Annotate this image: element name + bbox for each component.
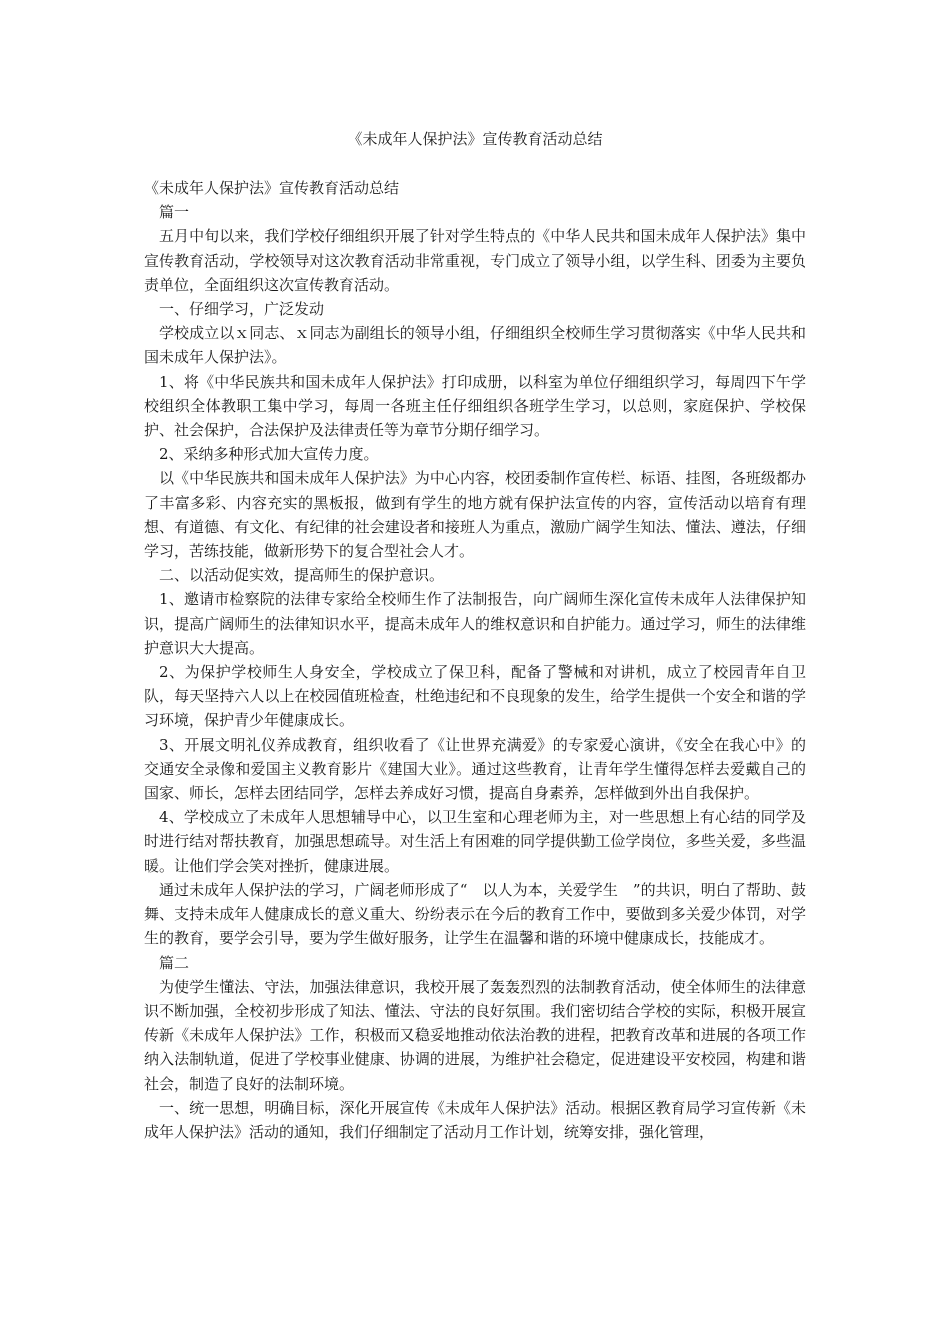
paragraph: 以《中华民族共和国未成年人保护法》为中心内容，校团委制作宣传栏、标语、挂图，各班级都办了丰富多彩、内容充实的黑板报，做到有学生的地方就有保护法宣传的内容，宣传活动以培育有理想、有道德、有文化、有纪律的社会建设者和接班人为重点，激励广阔学生知法、懂法、遵法，仔细学习，苦练技能，做新形势下的复合型社会人才。 bbox=[144, 469, 806, 561]
section-label-part-one: 篇一 bbox=[159, 203, 190, 222]
paragraph: 2、采纳多种形式加大宣传力度。 bbox=[159, 445, 379, 464]
paragraph: 学校成立以ｘ同志、ｘ同志为副组长的领导小组，仔细组织全校师生学习贯彻落实《中华人民共和国未成年人保护法》。 bbox=[144, 324, 806, 367]
paragraph: 3、开展文明礼仪养成教育，组织收看了《让世界充满爱》的专家爱心演讲，《安全在我心中》的交通安全录像和爱国主义教育影片《建国大业》。通过这些教育，让青年学生懂得怎样去爱戴自己的国家、师长，怎样去团结同学，怎样去养成好习惯，提高自身素养，怎样做到外出自我保护。 bbox=[144, 735, 806, 803]
paragraph: 1、将《中华民族共和国未成年人保护法》打印成册，以科室为单位仔细组织学习，每周四下午学校组织全体教职工集中学习，每周一各班主任仔细组织各班学生学习，以总则，家庭保护、学校保护、社会保护，合法保护及法律责任等为章节分期仔细学习。 bbox=[144, 372, 806, 440]
paragraph: 五月中旬以来，我们学校仔细组织开展了针对学生特点的《中华人民共和国未成年人保护法》集中宣传教育活动，学校领导对这次教育活动非常重视，专门成立了领导小组，以学生科、团委为主要负责单位，全面组织这次宣传教育活动。 bbox=[144, 227, 806, 294]
paragraph: 一、统一思想，明确目标，深化开展宣传《未成年人保护法》活动。根据区教育局学习宣传新《未成年人保护法》活动的通知，我们仔细制定了活动月工作计划，统筹安排，强化管理， bbox=[144, 1098, 806, 1141]
paragraph: 2、为保护学校师生人身安全，学校成立了保卫科，配备了警械和对讲机，成立了校园青年自卫队，每天坚持六人以上在校园值班检查，杜绝违纪和不良现象的发生，给学生提供一个安全和谐的学习环境，保护青少年健康成长。 bbox=[144, 663, 806, 730]
paragraph: 通过未成年人保护法的学习，广阔老师形成了“ 以人为本，关爱学生 ”的共识，明白了帮助、鼓舞、支持未成年人健康成长的意义重大、纷纷表示在今后的教育工作中，要做到多关爱少体罚，对学生的教育，要学会引导，要为学生做好服务，让学生在温馨和谐的环境中健康成长，技能成才。 bbox=[144, 880, 806, 948]
body-heading: 《未成年人保护法》宣传教育活动总结 bbox=[144, 179, 400, 197]
section-label-part-two: 篇二 bbox=[159, 953, 190, 972]
paragraph: 1、邀请市检察院的法律专家给全校师生作了法制报告，向广阔师生深化宣传未成年人法律保护知识，提高广阔师生的法律知识水平，提高未成年人的维权意识和自护能力。通过学习，师生的法律维护意识大大提高。 bbox=[144, 590, 806, 657]
page-title: 《未成年人保护法》宣传教育活动总结 bbox=[347, 130, 603, 148]
section-heading: 二、以活动促实效，提高师生的保护意识。 bbox=[159, 566, 445, 585]
paragraph: 4、学校成立了未成年人思想辅导中心，以卫生室和心理老师为主，对一些思想上有心结的同学及时进行结对帮扶教育，加强思想疏导。对生活上有困难的同学提供勤工俭学岗位，多些关爱，多些温暖。让他们学会笑对挫折，健康进展。 bbox=[144, 808, 806, 875]
paragraph: 为使学生懂法、守法，加强法律意识，我校开展了轰轰烈烈的法制教育活动，使全体师生的法律意识不断加强，全校初步形成了知法、懂法、守法的良好氛围。我们密切结合学校的实际，积极开展宣传新《未成年人保护法》工作，积极而又稳妥地推动依法治教的进程，把教育改革和进展的各项工作纳入法制轨道，促进了学校事业健康、协调的进展，为维护社会稳定，促进建设平安校园，构建和谐社会，制造了良好的法制环境。 bbox=[144, 977, 806, 1093]
section-heading: 一、仔细学习，广泛发动 bbox=[159, 300, 325, 319]
document-body bbox=[144, 176, 806, 1144]
